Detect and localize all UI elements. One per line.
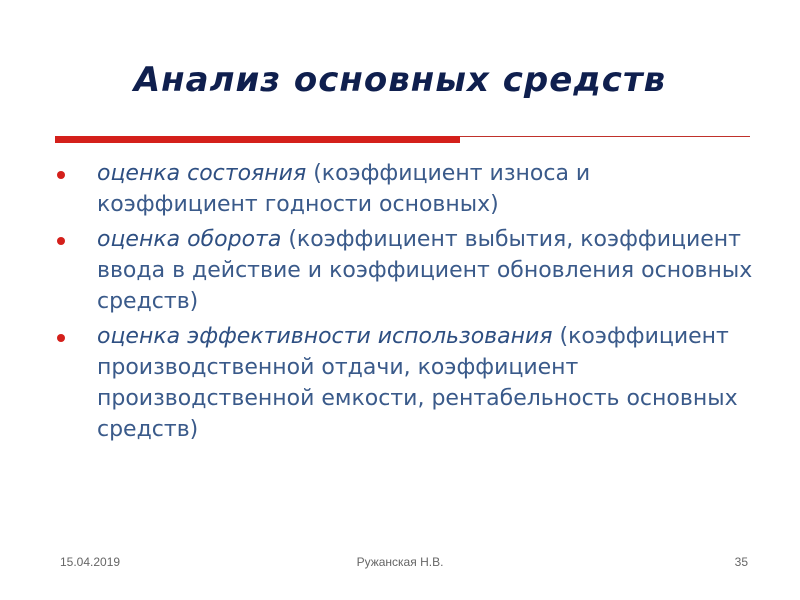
bullet-dot-icon bbox=[57, 171, 65, 179]
bullet-dot-icon bbox=[57, 334, 65, 342]
footer-author: Ружанская Н.В. bbox=[356, 555, 444, 569]
bullet-item bbox=[55, 224, 755, 317]
bullet-description: (коэффициент производственной отдачи, коэффициент производственной емкости, рентабельность основных средств) bbox=[97, 324, 738, 442]
bullet-lead: оценка эффективности использования bbox=[97, 324, 553, 349]
bullet-lead: оценка состояния bbox=[97, 161, 307, 186]
footer-page-number: 35 bbox=[734, 555, 748, 569]
bullet-description: (коэффициент выбытия, коэффициент ввода в действие и коэффициент обновления основных средств) bbox=[97, 227, 753, 314]
title-underline-thick bbox=[55, 136, 460, 143]
footer-date: 15.04.2019 bbox=[60, 555, 121, 569]
bullet-dot-icon bbox=[57, 237, 65, 245]
bullet-item bbox=[55, 158, 755, 220]
bullet-item bbox=[55, 321, 755, 445]
slide-title: Анализ основных средств bbox=[133, 60, 667, 100]
bullet-list bbox=[55, 158, 755, 449]
bullet-lead: оценка оборота bbox=[97, 227, 282, 252]
bullet-description: (коэффициент износа и коэффициент годности основных) bbox=[97, 161, 591, 217]
